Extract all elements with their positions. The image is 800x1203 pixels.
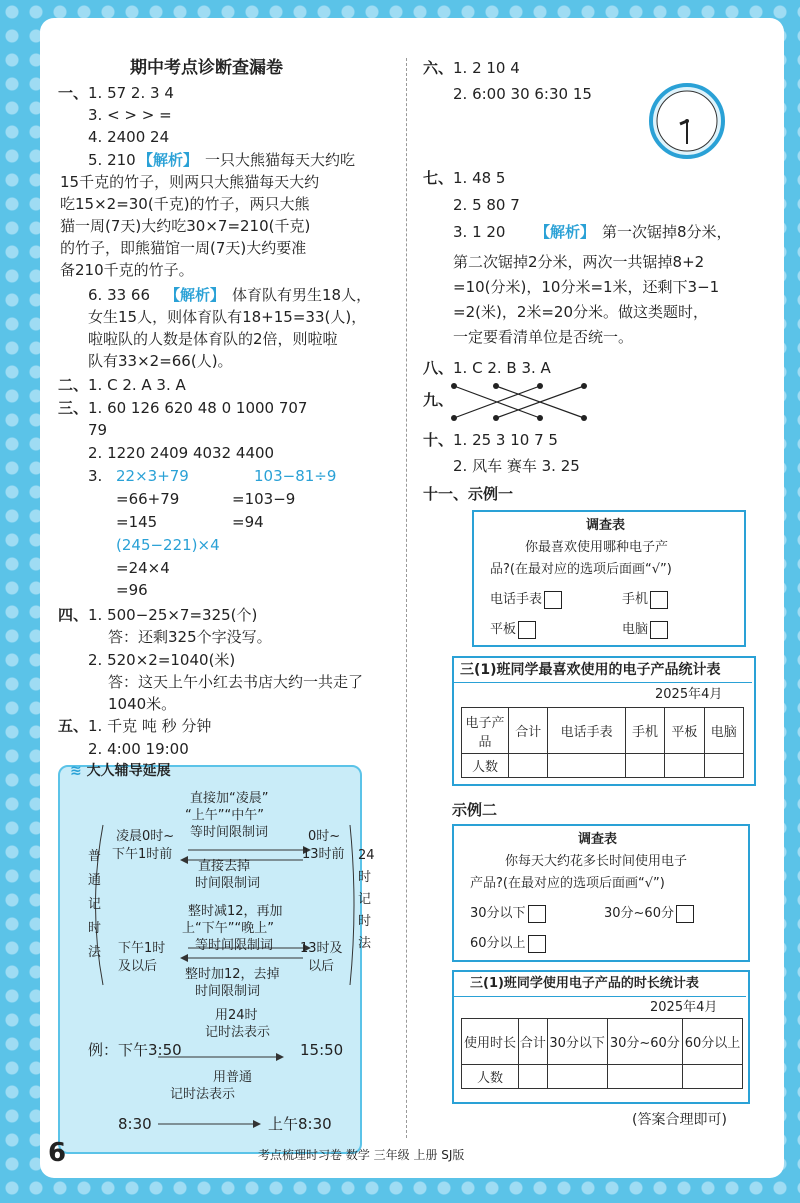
guide-title: ≋ 大人辅导延展 (70, 763, 171, 779)
s7-q2: 2. 5 80 7 (453, 196, 520, 214)
checkbox (528, 905, 546, 923)
guide-example-2: 8:30 (118, 1115, 152, 1133)
stat-table-2-date: 2025年4月 (650, 1000, 718, 1015)
s1-q5-head: 5. 210 (88, 151, 136, 169)
survey-1-option: 电话手表 (490, 590, 562, 610)
guide-text: 等时间限制词 (195, 938, 274, 953)
checkbox (650, 591, 668, 609)
guide-text: 下午1时前 (112, 847, 173, 862)
survey-2-option: 60分以上 (470, 934, 546, 954)
table-cell (519, 1065, 548, 1089)
expr-1-step: =66+79 (116, 490, 180, 508)
table-header: 合计 (509, 708, 548, 754)
survey-1-option: 电脑 (622, 620, 668, 640)
guide-text: 13时及 (300, 941, 343, 956)
guide-text: 等时间限制词 (190, 825, 269, 840)
clock-icon (648, 82, 726, 160)
survey-1-question: 品?(在最对应的选项后面画“√”) (490, 562, 672, 577)
stat-table-1-title: 三(1)班同学最喜欢使用的电子产品统计表 (460, 662, 721, 678)
guide-text: 直接去掉 (198, 859, 251, 874)
s6-q2: 2. 6:00 30 6:30 15 (453, 85, 592, 103)
section-7-label: 七、 (423, 169, 454, 187)
expr-3-step: =96 (116, 581, 148, 599)
expr-1: 22×3+79 (116, 467, 189, 485)
s1-q5-line: 一只大熊猫每天大约吃 (205, 151, 356, 169)
divider (454, 996, 746, 997)
s1-q6-line: 女生15人，则体育队有18+15=33(人)， (88, 308, 367, 326)
s1-q6-line: 啦啦队的人数是体育队的2倍，则啦啦 (88, 330, 338, 348)
s1-q4: 4. 2400 24 (88, 128, 170, 146)
expr-2-step: =94 (232, 513, 264, 531)
footer-text: 考点梳理时习卷 数学 三年级 上册 SJ版 (258, 1148, 465, 1162)
s6-q1: 1. 2 10 4 (453, 59, 520, 77)
s3-q2: 2. 1220 2409 4032 4400 (88, 444, 275, 462)
s1-q5-line: 猫一周(7天)大约吃30×7=210(千克) (60, 217, 311, 235)
s7-q1: 1. 48 5 (453, 169, 506, 187)
section-9-label: 九、 (423, 391, 454, 409)
table-header: 电脑 (704, 708, 743, 754)
s4-a2: 答：这天上午小红去书店大约一共走了 (108, 673, 364, 691)
survey-1-title: 调查表 (586, 518, 626, 533)
s5-q1: 1. 千克 吨 秒 分钟 (88, 717, 212, 735)
table-cell (509, 754, 548, 778)
column-divider (406, 58, 407, 1138)
s3-q1b: 79 (88, 421, 108, 439)
guide-text: 及以后 (118, 959, 158, 974)
table-cell (682, 1065, 742, 1089)
s3-q3-number: 3. (88, 467, 103, 485)
table-header: 30分以下 (547, 1019, 607, 1065)
survey-2-option: 30分以下 (470, 904, 546, 924)
checkbox (528, 935, 546, 953)
s1-q1: 1. 57 2. 3 4 (88, 84, 174, 102)
table-header: 电子产品 (462, 708, 509, 754)
answer-note: (答案合理即可) (632, 1112, 727, 1128)
s7-line: =10(分米)，10分米=1米，还剩下3−1 (453, 278, 720, 296)
table-row-label: 人数 (462, 1065, 519, 1089)
checkbox (650, 621, 668, 639)
guide-text: 0时~ (308, 829, 341, 844)
section-1-label: 一、 (58, 84, 89, 102)
s4-q1: 1. 500−25×7=325(个) (88, 606, 258, 624)
guide-text: 以后 (308, 959, 335, 974)
survey-2-question: 产品?(在最对应的选项后面画“√”) (470, 876, 665, 891)
guide-text: 整时减12，再加 (188, 904, 283, 919)
s5-q2: 2. 4:00 19:00 (88, 740, 189, 758)
expr-3: (245−221)×4 (116, 536, 220, 554)
table-header: 合计 (519, 1019, 548, 1065)
table-header: 60分以上 (682, 1019, 742, 1065)
s10-q2: 2. 风车 赛车 3. 25 (453, 457, 580, 475)
example-2-label: 示例二 (452, 801, 498, 819)
table-header: 使用时长 (462, 1019, 519, 1065)
checkbox (518, 621, 536, 639)
expr-2-step: =103−9 (232, 490, 296, 508)
s1-q5-line: 吃15×2=30(千克)的竹子，两只大熊 (60, 195, 310, 213)
survey-1-question: 你最喜欢使用哪种电子产 (525, 540, 669, 555)
s7-line: =2(米)，2米=20分米。做这类题时， (453, 303, 709, 321)
stat-table-2-title: 三(1)班同学使用电子产品的时长统计表 (470, 976, 699, 991)
guide-example-1-result: 15:50 (300, 1041, 344, 1059)
guide-text: 时间限制词 (195, 984, 261, 999)
expr-2: 103−81÷9 (254, 467, 337, 485)
s1-q5-line: 15千克的竹子，则两只大熊猫每天大约 (60, 173, 320, 191)
s1-q6-line: 体育队有男生18人， (232, 286, 372, 304)
section-5-label: 五、 (58, 717, 89, 735)
survey-2-option: 30分~60分 (604, 904, 694, 924)
stat-table-2 (461, 1018, 743, 1089)
expr-3-step: =24×4 (116, 559, 170, 577)
section-11-label: 十一、示例一 (423, 485, 514, 503)
jiexi-tag: 【解析】 (138, 151, 199, 169)
table-cell (548, 754, 625, 778)
table-cell (547, 1065, 607, 1089)
guide-text: 直接加“凌晨” (190, 791, 269, 806)
guide-text: 13时前 (302, 847, 345, 862)
checkbox (544, 591, 562, 609)
guide-text: 上“下午”“晚上” (182, 921, 274, 936)
s8-answers: 1. C 2. B 3. A (453, 359, 551, 377)
section-2-label: 二、 (58, 376, 89, 394)
survey-1-option: 平板 (490, 620, 536, 640)
page-number: 6 (48, 1138, 67, 1168)
guide-text: 下午1时 (118, 941, 166, 956)
wave-icon: ≋ (70, 763, 87, 779)
guide-text: 整时加12，去掉 (185, 967, 280, 982)
checkbox (676, 905, 694, 923)
expr-1-step: =145 (116, 513, 158, 531)
survey-2-question: 你每天大约花多长时间使用电子 (505, 854, 688, 869)
stat-table-1 (461, 707, 744, 778)
guide-example-2-result: 上午8:30 (268, 1115, 332, 1133)
table-cell (704, 754, 743, 778)
s1-q6-line: 队有33×2=66(人)。 (88, 352, 233, 370)
page-title: 期中考点诊断查漏卷 (130, 58, 283, 78)
guide-text: 用24时 (215, 1008, 258, 1023)
section-8-label: 八、 (423, 359, 454, 377)
table-cell (665, 754, 704, 778)
divider (454, 682, 752, 683)
s1-q3: 3. < > > = (88, 106, 172, 124)
guide-text: 记时法表示 (205, 1025, 271, 1040)
table-header: 电话手表 (548, 708, 625, 754)
s7-q3: 3. 1 20 (453, 223, 506, 241)
s10-q1: 1. 25 3 10 7 5 (453, 431, 558, 449)
table-cell (607, 1065, 682, 1089)
guide-text: 用普通 (213, 1070, 253, 1085)
s4-a2b: 1040米。 (108, 695, 177, 713)
guide-text: “上午”“中午” (185, 808, 264, 823)
table-header: 30分~60分 (607, 1019, 682, 1065)
s2-answers: 1. C 2. A 3. A (88, 376, 186, 394)
section-3-label: 三、 (58, 399, 89, 417)
stat-table-1-date: 2025年4月 (655, 687, 723, 702)
guide-text: 时间限制词 (195, 876, 261, 891)
survey-1-option: 手机 (622, 590, 668, 610)
jiexi-tag: 【解析】 (535, 223, 596, 241)
section-6-label: 六、 (423, 59, 454, 77)
s1-q5-line: 备210千克的竹子。 (60, 261, 194, 279)
s7-line: 第二次锯掉2分米，两次一共锯掉8+2 (453, 253, 705, 271)
s7-line: 一定要看清单位是否统一。 (453, 328, 634, 346)
s7-line: 第一次锯掉8分米， (602, 223, 732, 241)
s4-a1: 答：还剩325个字没写。 (108, 628, 272, 646)
jiexi-tag: 【解析】 (165, 286, 226, 304)
table-header: 手机 (625, 708, 664, 754)
s4-q2: 2. 520×2=1040(米) (88, 651, 236, 669)
survey-2-title: 调查表 (578, 832, 618, 847)
section-10-label: 十、 (423, 431, 454, 449)
matching-lines (448, 380, 598, 424)
guide-side-left: 普通记时法 (88, 849, 102, 960)
table-header: 平板 (665, 708, 704, 754)
table-cell (625, 754, 664, 778)
guide-example-1: 例：下午3:50 (88, 1041, 182, 1059)
s1-q6-head: 6. 33 66 (88, 286, 151, 304)
table-row-label: 人数 (462, 754, 509, 778)
s1-q5-line: 的竹子，即熊猫馆一周(7天)大约要准 (60, 239, 307, 257)
guide-text: 凌晨0时~ (116, 829, 175, 844)
section-4-label: 四、 (58, 606, 89, 624)
s3-q1: 1. 60 126 620 48 0 1000 707 (88, 399, 308, 417)
guide-side-right: 24时记时法 (358, 848, 375, 951)
guide-text: 记时法表示 (170, 1087, 236, 1102)
